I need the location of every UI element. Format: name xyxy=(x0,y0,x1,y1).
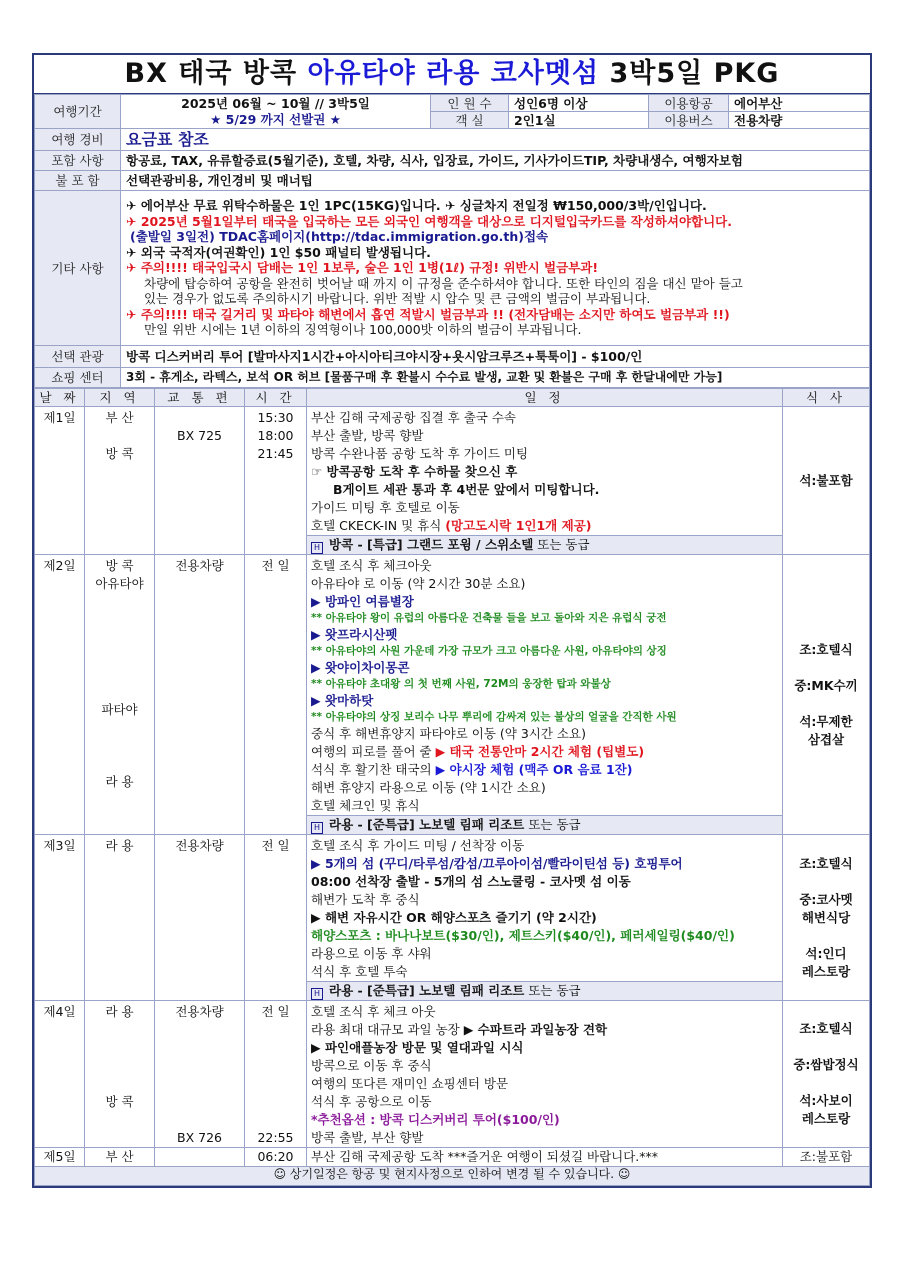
smoking-warning: ✈ 주의!!!! 태국 길거리 및 파타야 해변에서 흡연 적발시 벌금부과 !! (전자담배는 소지만 하여도 벌금부과 !!) xyxy=(126,306,730,322)
day4-meal-lunch: 중:쌈밥정식 xyxy=(793,1057,859,1072)
option-value: 방콕 디스커버리 투어 [발마사지1시간+아시아티크야시장+욧시암크루즈+툭툭이] - $100/인 xyxy=(121,346,870,368)
day3-region xyxy=(85,835,155,1001)
day4-meal-dinner: 석:사보이 xyxy=(799,1093,853,1108)
day3-time-text: 전 일 xyxy=(261,838,290,853)
day2-step-10: ** 아유타야의 상징 보리수 나무 뿌리에 감싸져 있는 불상의 얼굴을 간직한 사원 xyxy=(311,711,677,723)
etc-notes xyxy=(121,191,870,346)
day4-transport xyxy=(155,1001,245,1148)
airline-value: 에어부산 xyxy=(729,95,870,112)
day2-step-2: 아유타야 로 이동 (약 2시간 30분 소요) xyxy=(311,576,526,591)
exclude-value: 선택관광비용, 개인경비 및 매너팁 xyxy=(121,171,870,191)
day5-meal-breakfast: 조:불포함 xyxy=(799,1149,853,1164)
day3-meal-lunch-2: 해변식당 xyxy=(801,909,851,925)
day3-hotel-suffix: 또는 동급 xyxy=(524,983,581,998)
day5-time-text: 06:20 xyxy=(257,1149,294,1164)
day4-region-rayong: 라 용 xyxy=(105,1004,134,1019)
day1-hotel-suffix: 또는 동급 xyxy=(533,537,590,552)
tdac-link-note: (출발일 3일전) TDAC홈페이지(http://tdac.immigration.go.th)접속 xyxy=(130,229,549,245)
day3-step-1: 호텔 조식 후 가이드 미팅 / 선착장 이동 xyxy=(311,838,525,853)
day4-meal-breakfast: 조:호텔식 xyxy=(799,1021,853,1036)
day3-meal-lunch: 중:코사멧 xyxy=(799,891,853,907)
day2-date-text: 제2일 xyxy=(43,558,76,573)
day1-date xyxy=(35,407,85,555)
bus-label: 이용버스 xyxy=(649,112,729,129)
day2-meal-dinner-2: 삼겹살 xyxy=(807,731,845,747)
day4-flight: BX 726 xyxy=(177,1130,222,1145)
day4-step-8: 방콕 출발, 부산 향발 xyxy=(311,1130,424,1145)
shop-value: 3회 - 휴게소, 라텍스, 보석 OR 허브 [물품구매 후 환불시 수수료 발생, 교환 및 환불은 구매 후 한달내에만 가능] xyxy=(121,368,870,388)
period-label: 여행기간 xyxy=(35,95,121,129)
day2-vehicle: 전용차량 xyxy=(175,558,224,573)
bus-value: 전용차량 xyxy=(729,112,870,129)
day2-transport xyxy=(155,555,245,835)
people-value: 성인6명 이상 xyxy=(509,95,649,112)
room-label: 객 실 xyxy=(431,112,509,129)
day-row-1 xyxy=(35,407,870,555)
day2-region-pattaya: 파타야 xyxy=(101,702,138,717)
day4-step-6: 석식 후 공항으로 이동 xyxy=(311,1094,432,1109)
itinerary-sheet xyxy=(32,53,872,1188)
day2-massage-intro: 여행의 피로를 풀어 줄 xyxy=(311,744,436,759)
day1-time-3: 21:45 xyxy=(257,446,294,461)
day1-date-text: 제1일 xyxy=(43,410,76,425)
day3-hotel xyxy=(307,981,782,1000)
day2-region xyxy=(85,555,155,835)
day5-region xyxy=(85,1148,155,1167)
day3-time xyxy=(245,835,307,1001)
day4-region-bangkok: 방 콕 xyxy=(105,1094,134,1109)
day2-hotel-name: 라용 - [준특급] 노보텔 림패 리조트 xyxy=(329,817,525,832)
info-table xyxy=(34,94,870,388)
day2-time-text: 전 일 xyxy=(261,558,290,573)
day1-flight: BX 725 xyxy=(177,428,222,443)
day3-step-8: 석식 후 호텔 투숙 xyxy=(311,964,408,979)
hotel-icon: H xyxy=(311,988,323,1000)
people-label: 인 원 수 xyxy=(431,95,509,112)
day1-step-4: ☞ 방콕공항 도착 후 수하물 찾으신 후 xyxy=(311,464,518,479)
day2-step-4: ** 아유타야 왕이 유럽의 아름다운 건축물 들을 보고 돌아와 지은 유럽식 궁전 xyxy=(311,612,667,624)
day5-itinerary xyxy=(307,1148,783,1167)
day4-time xyxy=(245,1001,307,1148)
day1-meal-dinner: 석:불포함 xyxy=(799,472,853,488)
day3-hotel-name: 라용 - [준특급] 노보텔 림패 리조트 xyxy=(329,983,525,998)
day1-time xyxy=(245,407,307,555)
day3-step-3: 08:00 선착장 출발 - 5개의 섬 스노쿨링 - 코사멧 섬 이동 xyxy=(311,874,631,889)
day1-mango-note: (망고도시락 1인1개 제공) xyxy=(445,518,592,533)
tobacco-detail-2: 있는 경우가 없도록 주의하시기 바랍니다. 위반 적발 시 압수 및 큰 금액의 벌금이 부과됩니다. xyxy=(144,291,651,307)
day5-date xyxy=(35,1148,85,1167)
day4-time-1: 전 일 xyxy=(261,1004,290,1019)
day2-step-9: ▶ 왓마하탓 xyxy=(311,693,374,708)
day1-step-5: B게이트 세관 통과 후 4번문 앞에서 미팅합니다. xyxy=(333,482,600,497)
day2-step-14: 해변 휴양지 라용으로 이동 (약 1시간 소요) xyxy=(311,780,546,795)
footer-note: ☺ 상기일정은 항공 및 현지사정으로 인하여 변경 될 수 있습니다. ☺ xyxy=(35,1167,870,1186)
title-highlight: 아유타야 라용 코사멧섬 xyxy=(307,58,600,89)
day2-massage-highlight: ▶ 태국 전통안마 2시간 체험 (팁별도) xyxy=(435,744,645,759)
day2-hotel xyxy=(307,815,782,834)
day3-step-2: ▶ 5개의 섬 (꾸디/타루섬/캄섬/끄루아이섬/빨라이틴섬 등) 호핑투어 xyxy=(311,856,683,871)
baggage-note: ✈ 에어부산 무료 위탁수하물은 1인 1PC(15KG)입니다. ✈ 싱글차지 전일정 ₩150,000/3박/인입니다. xyxy=(126,198,707,214)
title-part1: BX 태국 방콕 xyxy=(124,58,308,89)
hotel-icon: H xyxy=(311,542,323,554)
day2-region-bangkok: 방 콕 xyxy=(105,558,134,573)
day2-region-ayutthaya: 아유타야 xyxy=(95,576,144,591)
day5-region-busan: 부 산 xyxy=(105,1149,134,1164)
day2-step-8: ** 아유타야 초대왕 의 첫 번째 사원, 72M의 웅장한 탑과 와불상 xyxy=(311,678,611,690)
day1-itinerary xyxy=(307,407,783,555)
day2-meal-dinner: 석:무제한 xyxy=(799,713,853,729)
day2-region-rayong: 라 용 xyxy=(105,774,134,789)
digital-card-note: ✈ 2025년 5월1일부터 태국을 입국하는 모든 외국인 여행객을 대상으로 디지털입국카드를 작성하셔야합니다. xyxy=(126,213,733,229)
day1-time-1: 15:30 xyxy=(257,410,294,425)
include-value: 항공료, TAX, 유류할증료(5월기준), 호텔, 차량, 식사, 입장료, 가이드, 기사가이드TIP, 차량내생수, 여행자보험 xyxy=(121,151,870,171)
day2-meal-breakfast: 조:호텔식 xyxy=(799,641,853,657)
day1-checkin-text: 호텔 CKECK-IN 및 휴식 xyxy=(311,518,446,533)
day3-meal-breakfast: 조:호텔식 xyxy=(799,855,853,871)
day5-date-text: 제5일 xyxy=(43,1149,76,1164)
day3-step-5: ▶ 해변 자유시간 OR 해양스포츠 즐기기 (약 2시간) xyxy=(311,910,597,925)
day2-step-12 xyxy=(311,743,778,761)
day3-date-text: 제3일 xyxy=(43,838,76,853)
day2-hotel-suffix: 또는 동급 xyxy=(524,817,581,832)
day2-meal-lunch: 중:MK수끼 xyxy=(794,677,858,693)
tobacco-detail-1: 차량에 탑승하여 공항을 완전히 벗어날 때 까지 이 규정을 준수하셔야 합니다. 또한 타인의 짐을 대신 맡아 들고 xyxy=(144,275,743,291)
day4-meal xyxy=(783,1001,870,1148)
col-region: 지 역 xyxy=(85,389,155,407)
day1-hotel xyxy=(307,535,782,554)
day2-step-6: ** 아유타야의 사원 가운데 가장 규모가 크고 아름다운 사원, 아유타야의 상징 xyxy=(311,645,667,657)
day1-step-7 xyxy=(311,517,778,535)
day3-meal xyxy=(783,835,870,1001)
exclude-label: 불 포 함 xyxy=(35,171,121,191)
cost-value: 요금표 참조 xyxy=(121,129,870,151)
etc-label: 기타 사항 xyxy=(35,191,121,346)
day4-step-1: 호텔 조식 후 체크 아웃 xyxy=(311,1004,436,1019)
day1-hotel-name: 방콕 - [특급] 그랜드 포윙 / 스위소텔 xyxy=(329,537,534,552)
day2-step-7: ▶ 왓야이차이몽콘 xyxy=(311,660,410,675)
day2-step-11: 중식 후 해변휴양지 파타야로 이동 (약 3시간 소요) xyxy=(311,726,586,741)
early-booking-note: ★ 5/29 까지 선발권 ★ xyxy=(121,112,431,129)
day4-step-7: *추천옵션 : 방콕 디스커버리 투어($100/인) xyxy=(311,1112,560,1127)
day-row-4 xyxy=(35,1001,870,1148)
day1-step-6: 가이드 미팅 후 호텔로 이동 xyxy=(311,500,460,515)
day4-step-3: ▶ 파인애플농장 방문 및 열대과일 시식 xyxy=(311,1040,524,1055)
page-title xyxy=(34,55,870,94)
day2-itinerary xyxy=(307,555,783,835)
day5-transport xyxy=(155,1148,245,1167)
title-part3: 3박5일 PKG xyxy=(599,58,780,89)
day1-transport xyxy=(155,407,245,555)
day-row-5 xyxy=(35,1148,870,1167)
day3-date xyxy=(35,835,85,1001)
day1-meal xyxy=(783,407,870,555)
cost-label: 여행 경비 xyxy=(35,129,121,151)
day2-step-1: 호텔 조식 후 체크아웃 xyxy=(311,558,432,573)
day1-region-busan: 부 산 xyxy=(105,410,134,425)
col-itinerary: 일 정 xyxy=(307,389,783,407)
day3-step-7: 라용으로 이동 후 샤워 xyxy=(311,946,432,961)
day2-step-3: ▶ 방파인 여름별장 xyxy=(311,594,414,609)
period-value: 2025년 06월 ~ 10월 // 3박5일 xyxy=(121,95,431,112)
day3-meal-dinner: 석:인디 xyxy=(805,945,847,961)
day3-meal-dinner-2: 레스토랑 xyxy=(801,963,851,979)
day4-date xyxy=(35,1001,85,1148)
day4-step-2 xyxy=(311,1021,778,1039)
day4-date-text: 제4일 xyxy=(43,1004,76,1019)
col-date: 날 짜 xyxy=(35,389,85,407)
day4-step-4: 방콕으로 이동 후 중식 xyxy=(311,1058,432,1073)
day3-transport xyxy=(155,835,245,1001)
schedule-table xyxy=(34,388,870,1186)
option-label: 선택 관광 xyxy=(35,346,121,368)
smoking-detail: 만일 위반 시에는 1년 이하의 징역형이나 100,000밧 이하의 벌금이 부과됩니다. xyxy=(144,322,582,338)
day1-step-3: 방콕 수완나품 공항 도착 후 가이드 미팅 xyxy=(311,446,529,461)
day5-step-1: 부산 김해 국제공항 도착 ***즐거운 여행이 되셨길 바랍니다.*** xyxy=(311,1149,659,1164)
day5-meal xyxy=(783,1148,870,1167)
day3-vehicle: 전용차량 xyxy=(175,838,224,853)
tobacco-warning: ✈ 주의!!!! 태국입국시 담배는 1인 1보루, 술은 1인 1병(1ℓ) 규정! 위반시 벌금부과! xyxy=(126,260,599,276)
day4-region xyxy=(85,1001,155,1148)
day4-time-2: 22:55 xyxy=(257,1130,294,1145)
day3-itinerary xyxy=(307,835,783,1001)
day2-market-intro: 석식 후 활기찬 태국의 xyxy=(311,762,436,777)
day1-region xyxy=(85,407,155,555)
day3-region-rayong: 라 용 xyxy=(105,838,134,853)
day1-time-2: 18:00 xyxy=(257,428,294,443)
day1-step-2: 부산 출발, 방콕 향발 xyxy=(311,428,424,443)
col-time: 시 간 xyxy=(245,389,307,407)
day2-step-15: 호텔 체크인 및 휴식 xyxy=(311,798,420,813)
day2-step-13 xyxy=(311,761,778,779)
day2-date xyxy=(35,555,85,835)
day2-step-5: ▶ 왓프라시산펫 xyxy=(311,627,398,642)
day3-step-4: 해변가 도착 후 중식 xyxy=(311,892,420,907)
day-row-2 xyxy=(35,555,870,835)
day4-farm-highlight: ▶ 수파트라 과일농장 견학 xyxy=(463,1022,608,1037)
day2-meal xyxy=(783,555,870,835)
foreigner-penalty-note: ✈ 외국 국적자(여권확인) 1인 $50 패널티 발생됩니다. xyxy=(126,244,431,260)
day4-vehicle: 전용차량 xyxy=(175,1004,224,1019)
day-row-3 xyxy=(35,835,870,1001)
room-value: 2인1실 xyxy=(509,112,649,129)
day4-farm-intro: 라용 최대 대규모 과일 농장 xyxy=(311,1022,464,1037)
day4-step-5: 여행의 또다른 재미인 쇼핑센터 방문 xyxy=(311,1076,509,1091)
col-transport: 교 통 편 xyxy=(155,389,245,407)
day4-itinerary xyxy=(307,1001,783,1148)
day3-step-6: 해양스포츠 : 바나나보트($30/인), 제트스키($40/인), 페러세일링($40/인) xyxy=(311,928,735,943)
day5-time xyxy=(245,1148,307,1167)
shop-label: 쇼핑 센터 xyxy=(35,368,121,388)
day4-meal-dinner-2: 레스토랑 xyxy=(801,1111,851,1126)
day2-time xyxy=(245,555,307,835)
day2-market-highlight: ▶ 야시장 체험 (맥주 OR 음료 1잔) xyxy=(435,762,633,777)
col-meal: 식 사 xyxy=(783,389,870,407)
hotel-icon: H xyxy=(311,822,323,834)
day1-step-1: 부산 김해 국제공항 집결 후 출국 수속 xyxy=(311,410,516,425)
airline-label: 이용항공 xyxy=(649,95,729,112)
day1-region-bangkok: 방 콕 xyxy=(105,446,134,461)
include-label: 포함 사항 xyxy=(35,151,121,171)
